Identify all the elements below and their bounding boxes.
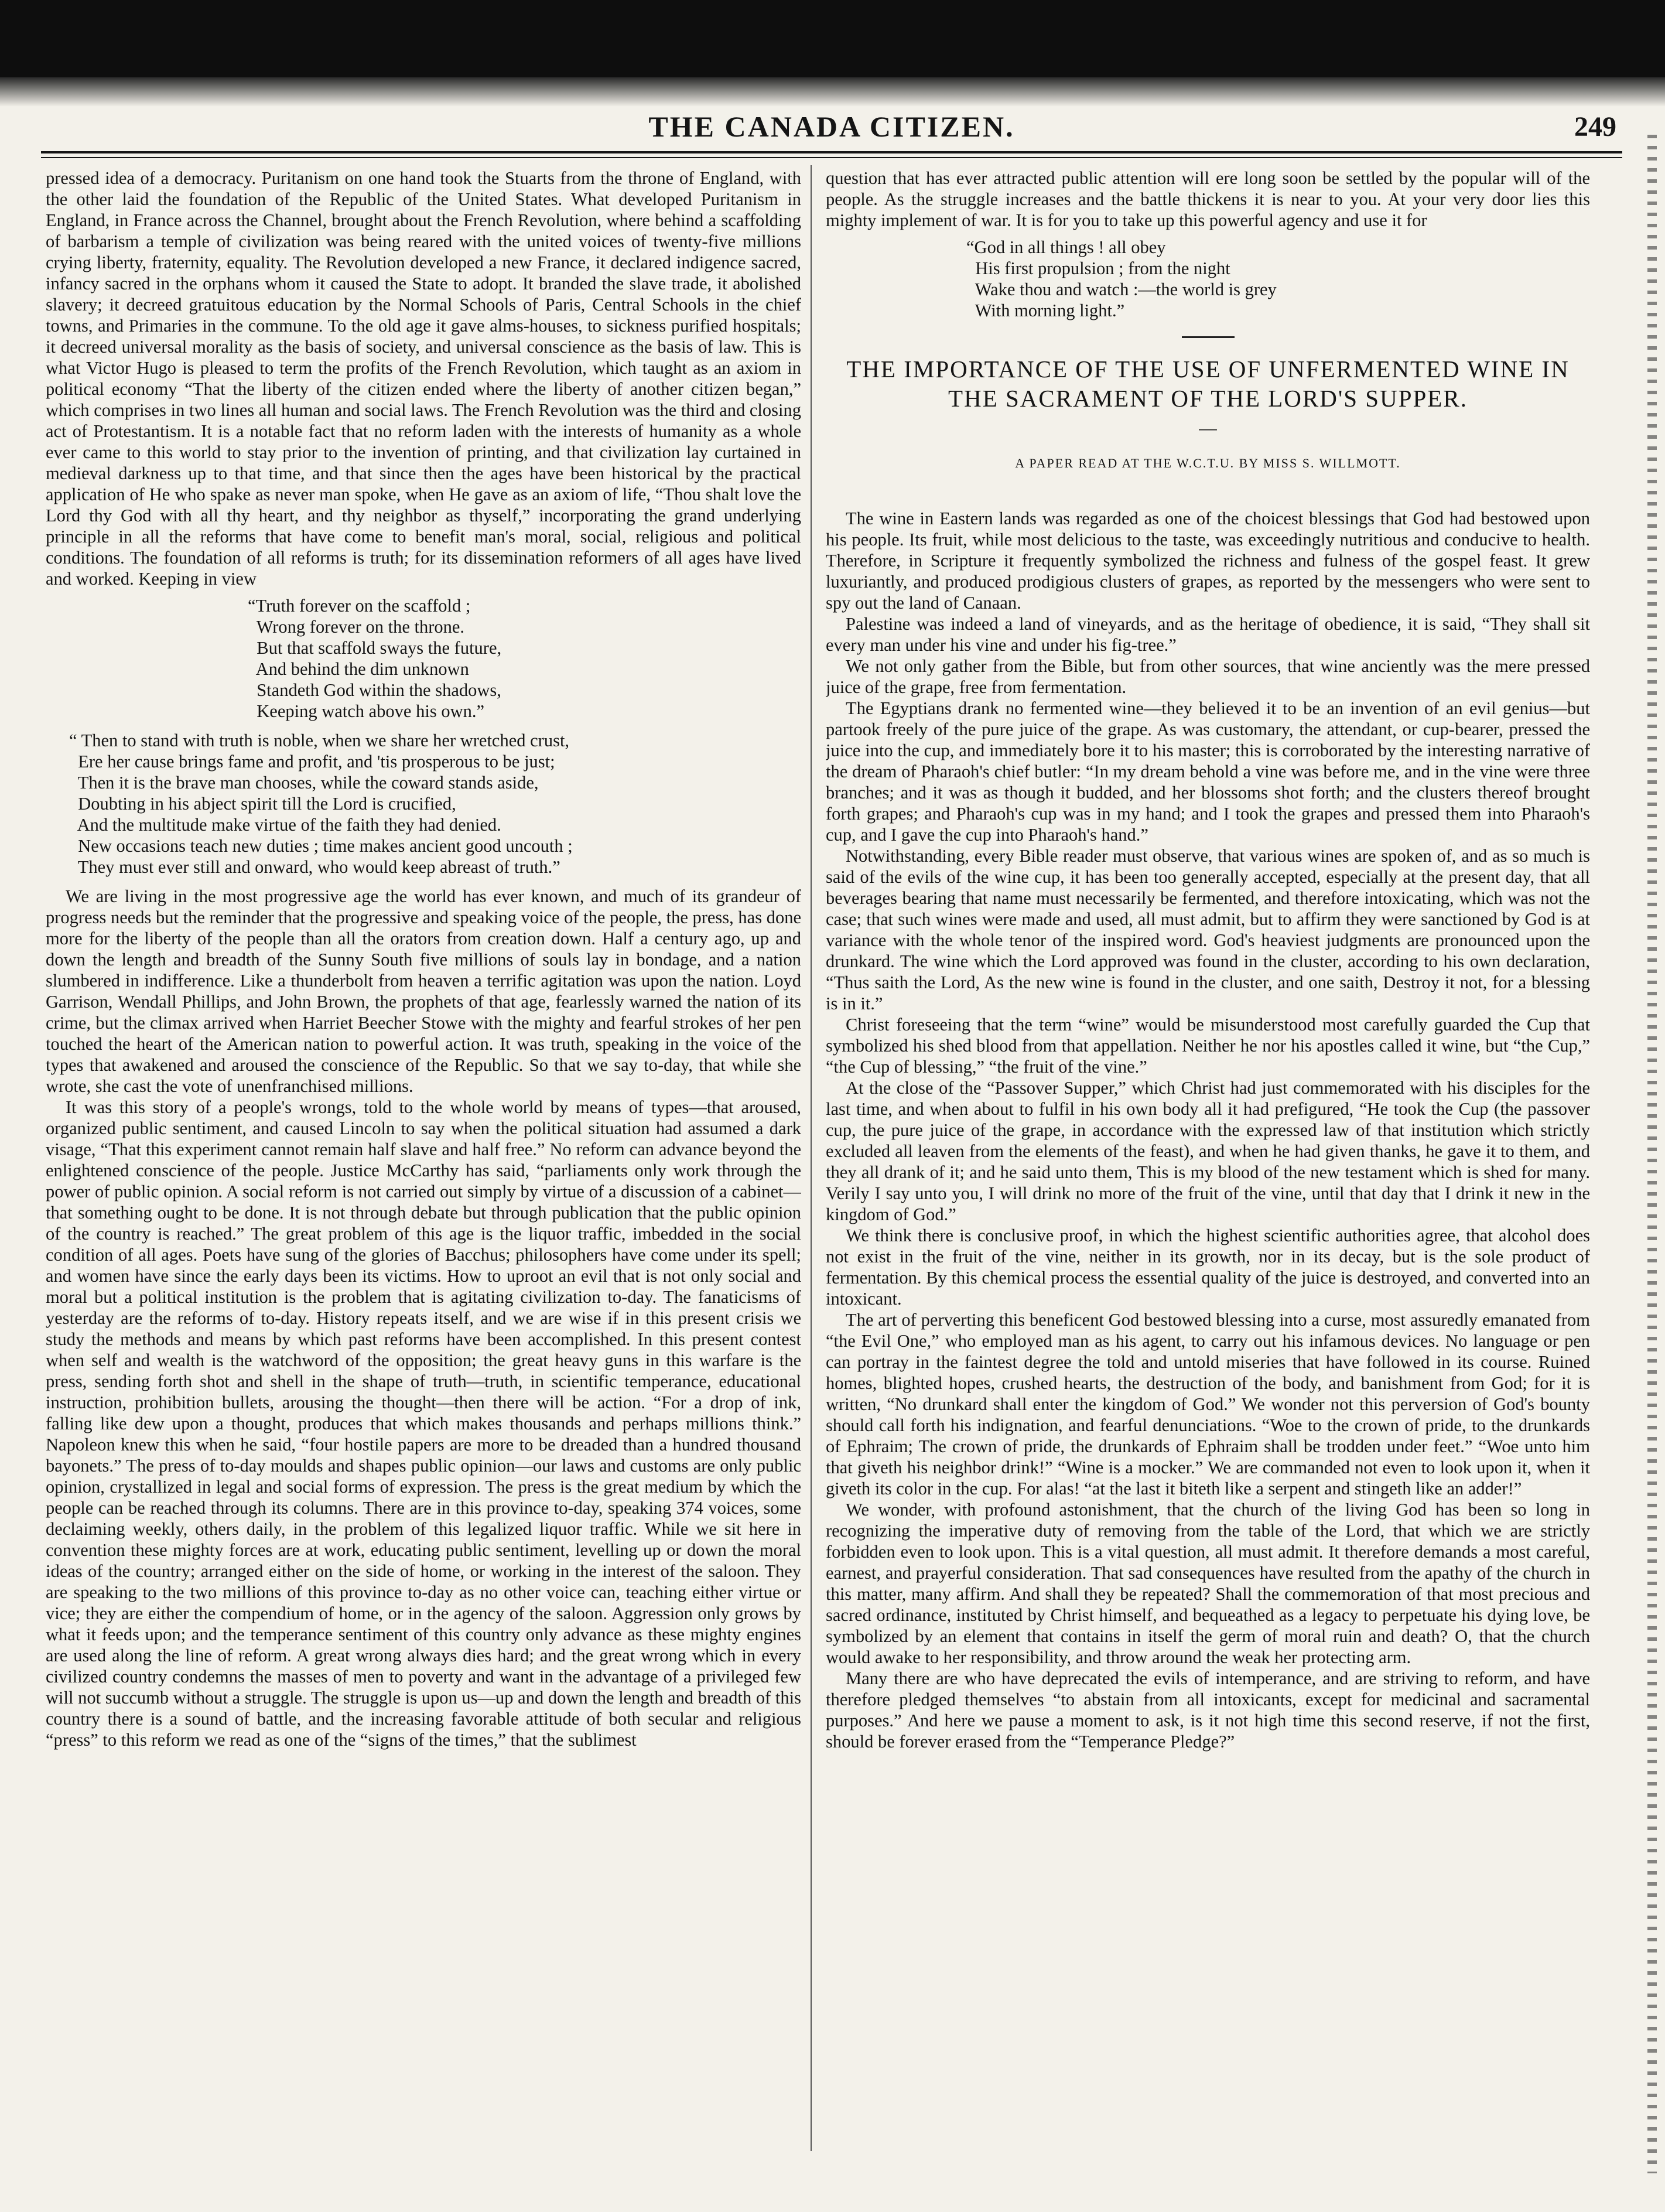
verse-line: “Truth forever on the scaffold ;: [248, 596, 471, 616]
paragraph: It was this story of a people's wrongs, told to the whole world by means of types—that aroused, organized public sentiment, and caused Lincoln to say when the political situation had assumed a dark visage, “That this experiment cannot remain half slave and half free.” No reform can advance beyond the enlightened conscience of the people. Justice McCarthy has said, “parliaments only work through the power of public opinion. A social reform is not carried out simply by virtue of a discussion of a cabinet—that something ought to be done. It is not through debate but through publication that the public opinion of the country is reached.” The great problem of this age is the liquor traffic, imbedded in the social condition of all ages. Poets have sung of the glories of Bacchus; philosophers have come under its spell; and women have since the early days been its victims. How to uproot an evil that is not only social and moral but a political institution is the problem that is agitating civilization to-day. The fanaticisms of yesterday are the reforms of to-day. History repeats itself, and we are wise if in this present crisis we study the methods and means by which past reforms have been accomplished. In this present contest when self and wealth is the watchword of the opposition; the great heavy guns in this warfare is the press, sending forth shot and shell in the shape of truth—truth, in scientific temperance, educational instruction, prohibition bullets, arousing the thought—then there will be action. “For a drop of ink, falling like dew upon a thought, produces that which makes thousands and perhaps millions think.” Napoleon knew this when he said, “four hostile papers are more to be dreaded than a hundred thousand bayonets.” The press of to-day moulds and shapes public opinion—our laws and customs are only public opinion, crystallized in legal and social forms of expression. The press is the great medium by which the people can be reached through its columns. There are in this province to-day, speaking 374 voices, some declaiming weekly, others daily, in the problem of this legalized liquor traffic. While we sit here in convention these mighty forces are at work, educating public sentiment, levelling up or down the moral ideas of the country; arranged either on the side of home, or working in the interest of the saloon. They are speaking to the two millions of this province to-day as no other voice can, teaching either virtue or vice; they are either the compendium of home, or in the agency of the saloon. Aggression only grows by what it feeds upon; and the temperance sentiment of this country only advance as these mighty engines are used along the line of reform. A great wrong always dies hard; and the great wrong which in every civilized country condemns the masses of men to poverty and want in the advantage of a privileged few will not succumb without a struggle. The struggle is upon us—up and down the length and breadth of this country there is a sound of battle, and the increasing favorable attitude of both secular and religious “press” to this reform we read as one of the “signs of the times,” that the sublimest: [46, 1097, 801, 1750]
verse-line: With morning light.”: [966, 301, 1125, 320]
header-rule-thin: [41, 157, 1622, 158]
verse-line: New occasions teach new duties ; time makes ancient good uncouth ;: [69, 836, 573, 856]
paragraph: We wonder, with profound astonishment, that the church of the living God has been so long in recognizing the imperative duty of removing from the table of the Lord, that which we are strictly forbidden even to look upon. This is a vital question, all must admit. It therefore demands a most careful, earnest, and prayerful consideration. That sad consequences have resulted from the apathy of the church in this matter, many affirm. And shall they be repeated? Shall the commemoration of that most precious and sacred ordinance, instituted by Christ himself, and bequeathed as a legacy to perpetuate his dying love, be symbolized by an element that contains in itself the germ of moral ruin and death? O, that the church would awake to her responsibility, and throw around the weak her protecting arm.: [826, 1500, 1590, 1667]
article-title: THE IMPORTANCE OF THE USE OF UNFERMENTED WINE IN THE SACRAMENT OF THE LORD'S SUPPER.: [846, 356, 1570, 412]
scan-binding-edge: [1647, 135, 1657, 2173]
column-divider: [811, 165, 812, 2151]
verse-truth-forever: [46, 595, 801, 722]
paragraph: pressed idea of a democracy. Puritanism on one hand took the Stuarts from the throne of England, with the other laid the foundation of the Republic of the United States. What developed Puritanism in England, in France across the Channel, brought about the French Revolution, where behind a scaffolding of barbarism a temple of civilization was being reared with the united voices of twenty-five millions crying liberty, fraternity, equality. The Revolution developed a new France, it declared indigence sacred, infancy sacred in the orphans whom it caused the State to adopt. It branded the slave trade, it abolished slavery; it decreed gratuitous education by the Normal Schools of Paris, Central Schools in the chief towns, and Primaries in the commune. To the old age it gave alms-houses, to sickness purified hospitals; it decreed universal morality as the basis of society, and universal conscience as the basis of law. This is what Victor Hugo is pleased to term the profits of the French Revolution, which taught as an axiom in political economy “That the liberty of the citizen ended where the liberty of another citizen began,” which comprises in two lines all human and social laws. The French Revolution was the third and closing act of Protestantism. It is a notable fact that no reform laden with the interests of humanity as a whole ever came to this world to stay prior to the invention of printing, and that civilization lay curtained in medieval darkness up to that time, and that since then the ages have been historical by the practical application of He who spake as never man spoke, when He gave as an axiom of life, “Thou shalt love the Lord thy God with all thy heart, and thy neighbor as thyself,” incorporating the grand underlying principle in all the reforms that have come to benefit man's moral, social, religious and political conditions. The foundation of all reforms is truth; for its dissemination reformers of all ages have lived and worked. Keeping in view: [46, 168, 801, 589]
verse-line: But that scaffold sways the future,: [248, 638, 502, 658]
paragraph: Many there are who have deprecated the evils of intemperance, and are striving to reform, and have therefore pledged themselves “to abstain from all intoxicants, except for medicinal and sacramental purposes.” And here we pause a moment to ask, is it not high time this second reserve, if not the first, should be forever erased from the “Temperance Pledge?”: [826, 1668, 1590, 1752]
verse-line: Standeth God within the shadows,: [248, 680, 501, 700]
verse-line: His first propulsion ; from the night: [966, 258, 1230, 278]
scan-top-shadow: [0, 77, 1665, 107]
paragraph: Notwithstanding, every Bible reader must observe, that various wines are spoken of, and as so much is said of the evils of the wine cup, it has been too generally accepted, especially at the present day, that all beverages bearing that name must necessarily be fermented, and therefore intoxicating, which was not the case; that such wines were made and used, all must admit, but to affirm they were sanctioned by God is at variance with the whole tenor of the inspired word. God's heaviest judgments are pronounced upon the drunkard. The wine which the Lord approved was found in the cluster, according to his own declaration, “Thus saith the Lord, As the new wine is found in the cluster, and one saith, Destroy it not, for a blessing is in it.”: [826, 846, 1590, 1013]
paragraph: Palestine was indeed a land of vineyards, and as the heritage of obedience, it is said, “They shall sit every man under his vine and under his fig-tree.”: [826, 614, 1590, 655]
verse-line: Wake thou and watch :—the world is grey: [966, 279, 1277, 299]
article-byline: A PAPER READ AT THE W.C.T.U. BY MISS S. WILLMOTT.: [1015, 456, 1401, 470]
paragraph: At the close of the “Passover Supper,” which Christ had just commemorated with his disciples for the last time, and when about to fulfil in his own body all it had prefigured, “He took the Cup (the passover cup, the pure juice of the grape, in accordance with the expressed law of that institution which strictly excluded all leaven from the elements of the feast), and when he had given thanks, he gave it to them, and they all drank of it; and he said unto them, This is my blood of the new testament which is shed for many. Verily I say unto you, I will drink no more of the fruit of the vine, until that day that I drink it new in the kingdom of God.”: [826, 1078, 1590, 1224]
verse-line: And the multitude make virtue of the faith they had denied.: [69, 815, 501, 835]
verse-line: Ere her cause brings fame and profit, and 'tis prosperous to be just;: [69, 752, 555, 772]
section-rule: [1182, 336, 1235, 338]
verse-line: “ Then to stand with truth is noble, when we share her wretched crust,: [69, 730, 570, 750]
right-column: [826, 168, 1590, 2159]
title-dash: —: [1199, 418, 1217, 438]
paragraph: The Egyptians drank no fermented wine—they believed it to be an invention of an evil genius—but partook freely of the pure juice of the grape. As was customary, the attendant, or cup-bearer, pressed the juice into the cup, and immediately bore it to his master; this is corroborated by the interesting narrative of the dream of Pharaoh's chief butler: “In my dream behold a vine was before me, and in the vine were three branches; and it was as though it budded, and her blossoms shot forth; and the clusters thereof brought forth grapes; and Pharaoh's cup was in my hand; and I took the grapes and pressed them into Pharaoh's cup, and I gave the cup into Pharaoh's hand.”: [826, 698, 1590, 845]
header-rule: [41, 151, 1622, 153]
verse-line: “God in all things ! all obey: [966, 237, 1166, 257]
verse-line: Wrong forever on the throne.: [248, 617, 465, 637]
page-number: 249: [1574, 111, 1616, 142]
verse-line: Then it is the brave man chooses, while the coward stands aside,: [69, 773, 539, 793]
paragraph: We not only gather from the Bible, but from other sources, that wine anciently was the mere pressed juice of the grape, free from fermentation.: [826, 656, 1590, 697]
page-header: [41, 108, 1622, 155]
verse-god-in-all-things: [826, 237, 1590, 321]
verse-line: Doubting in his abject spirit till the Lord is crucified,: [69, 794, 456, 814]
masthead: THE CANADA CITIZEN.: [648, 110, 1015, 143]
verse-stand-with-truth: [46, 730, 801, 878]
verse-line: And behind the dim unknown: [248, 659, 469, 679]
verse-line: They must ever still and onward, who would keep abreast of truth.”: [69, 857, 560, 877]
paragraph: question that has ever attracted public attention will ere long soon be settled by the popular will of the people. As the struggle increases and the battle thickens it is near to you. At your very door lies this mighty implement of war. It is for you to take up this powerful agency and use it for: [826, 168, 1590, 230]
scan-top-band: [0, 0, 1665, 77]
verse-line: Keeping watch above his own.”: [248, 701, 485, 721]
paragraph: The wine in Eastern lands was regarded as one of the choicest blessings that God had bestowed upon his people. Its fruit, while most delicious to the taste, was exceedingly nutritious and conducive to health. Therefore, in Scripture it frequently symbolized the richness and fulness of the gospel feast. It grew luxuriantly, and produced prodigious clusters of grapes, as reported by the messengers who were sent to spy out the land of Canaan.: [826, 508, 1590, 613]
paragraph: Christ foreseeing that the term “wine” would be misunderstood most carefully guarded the Cup that symbolized his shed blood from that appellation. Neither he nor his apostles called it wine, but “the Cup,” “the Cup of blessing,” “the fruit of the vine.”: [826, 1015, 1590, 1077]
paragraph: The art of perverting this beneficent God bestowed blessing into a curse, most assuredly emanated from “the Evil One,” who employed man as his agent, to carry out his infamous devices. No language or pen can portray in the faintest degree the told and untold miseries that have followed in its course. Ruined homes, blighted hopes, crushed hearts, the destruction of the body, and banishment from God; for it is written, “No drunkard shall enter the kingdom of God.” We wonder not this perversion of God's bounty should call forth his indignation, and fearful denunciations. “Woe to the crown of pride, to the drunkards of Ephraim; The crown of pride, the drunkards of Ephraim shall be trodden under feet.” “Woe unto him that giveth his neighbor drink!” “Wine is a mocker.” We are commanded not even to look upon it, when it giveth its color in the cup. For alas! “at the last it biteth like a serpent and stingeth like an adder!”: [826, 1310, 1590, 1498]
left-column: [46, 168, 801, 2159]
paragraph: We think there is conclusive proof, in which the highest scientific authorities agree, that alcohol does not exist in the fruit of the vine, neither in its growth, nor in its decay, but is the sole product of fermentation. By this chemical process the essential quality of the juice is destroyed, and converted into an intoxicant.: [826, 1226, 1590, 1309]
paragraph: We are living in the most progressive age the world has ever known, and much of its grandeur of progress needs but the reminder that the progressive and speaking voice of the people, the press, has done more for the liberty of the people than all the orators from creation down. Half a century ago, up and down the length and breadth of the Sunny South five millions of souls lay in bondage, and a nation slumbered in indifference. Like a thunderbolt from heaven a terrific agitation was upon the nation. Loyd Garrison, Wendall Phillips, and John Brown, the prophets of that age, fearlessly warned the nation of its crime, but the climax arrived when Harriet Beecher Stowe with the mighty and fearful strokes of her pen touched the heart of the American nation to powerful action. It was truth, speaking in the voice of the types that awakened and aroused the conscience of the Republic. So that we say to-day, that while she wrote, she cast the vote of unenfranchised millions.: [46, 886, 801, 1096]
